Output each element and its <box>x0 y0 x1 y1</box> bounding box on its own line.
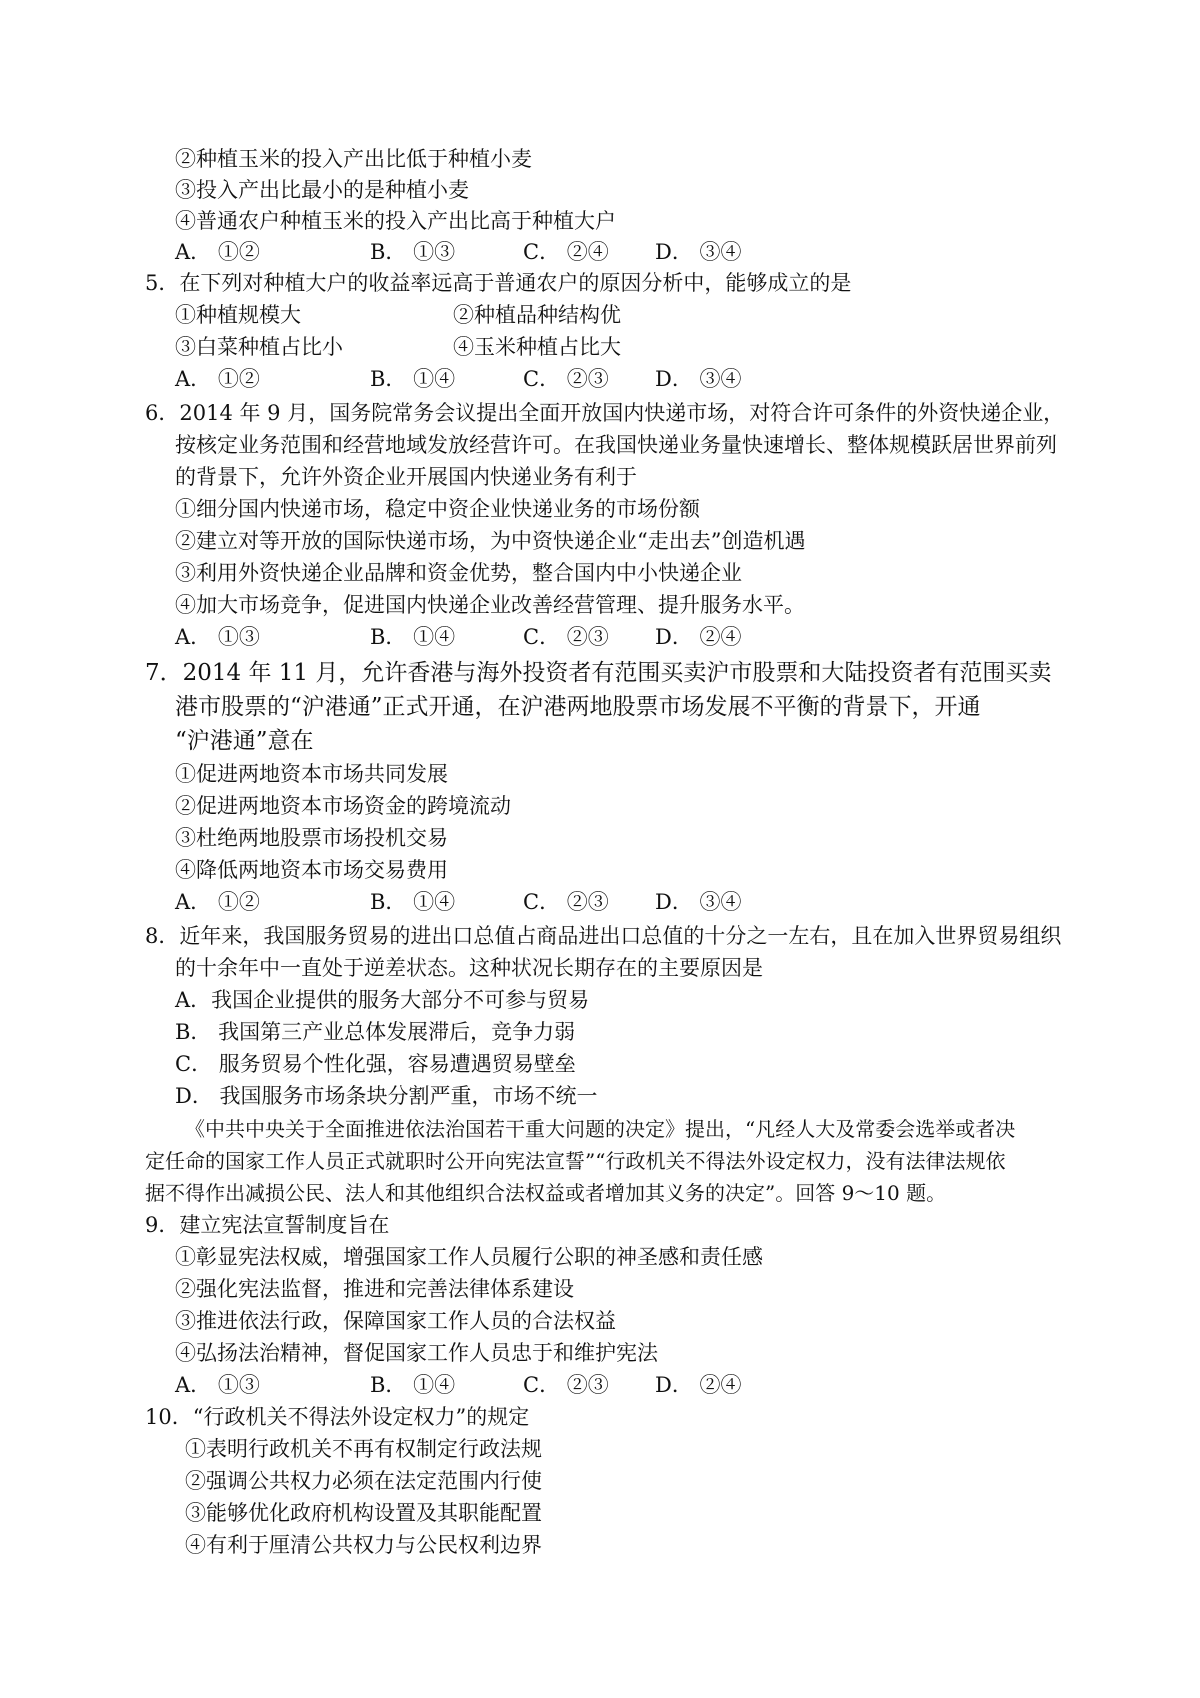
q6-stem-line-1: 6．2014 年 9 月，国务院常务会议提出全面开放国内快递市场，对符合许可条件的外资快递企业， <box>145 401 1065 425</box>
q7-option-a: A． ①② <box>175 890 260 914</box>
q7-options <box>0 887 1200 917</box>
q7-stem-line-2: 港市股票的“沪港通”正式开通，在沪港两地股票市场发展不平衡的背景下，开通 <box>175 694 981 720</box>
q7-item-4: ④降低两地资本市场交易费用 <box>175 858 448 882</box>
q8-stem-line-1: 8．近年来，我国服务贸易的进出口总值占商品进出口总值的十分之一左右，且在加入世界贸易组织 <box>145 924 1062 948</box>
q7-option-d: D． ③④ <box>655 890 742 914</box>
q6-option-a: A． ①③ <box>175 625 260 649</box>
passage-line-1: 《中共中央关于全面推进依法治国若干重大问题的决定》提出，“凡经人大及常委会选举或者决 <box>185 1117 1016 1141</box>
q5-options <box>0 364 1200 394</box>
q7-item-3: ③杜绝两地股票市场投机交易 <box>175 826 448 850</box>
q4-item-2: ②种植玉米的投入产出比低于种植小麦 <box>175 147 532 171</box>
q8-option-a: A．我国企业提供的服务大部分不可参与贸易 <box>175 988 590 1012</box>
q9-option-a: A． ①③ <box>175 1373 260 1397</box>
q4-item-4: ④普通农户种植玉米的投入产出比高于种植大户 <box>175 209 616 233</box>
q6-option-c: C． ②③ <box>523 625 609 649</box>
q6-option-d: D． ②④ <box>655 625 742 649</box>
q5-option-a: A． ①② <box>175 367 260 391</box>
q5-items-row-2 <box>0 332 1200 362</box>
q5-items-row-1 <box>0 300 1200 330</box>
q6-options <box>0 622 1200 652</box>
q5-item-2: ②种植品种结构优 <box>453 303 621 327</box>
q7-option-c: C． ②③ <box>523 890 609 914</box>
q9-item-2: ②强化宪法监督，推进和完善法律体系建设 <box>175 1277 574 1301</box>
q8-stem-line-2: 的十余年中一直处于逆差状态。这种状况长期存在的主要原因是 <box>175 956 763 980</box>
q8-option-b: B． 我国第三产业总体发展滞后，竞争力弱 <box>175 1020 576 1044</box>
q10-item-1: ①表明行政机关不再有权制定行政法规 <box>185 1437 542 1461</box>
q7-stem-line-3: “沪港通”意在 <box>175 728 314 754</box>
q7-option-b: B． ①④ <box>370 890 456 914</box>
q9-options <box>0 1370 1200 1400</box>
q9-stem: 9．建立宪法宣誓制度旨在 <box>145 1213 390 1237</box>
q7-item-2: ②促进两地资本市场资金的跨境流动 <box>175 794 511 818</box>
q5-option-d: D． ③④ <box>655 367 742 391</box>
q4-option-d: D． ③④ <box>655 240 742 264</box>
q6-stem-line-3: 的背景下，允许外资企业开展国内快递业务有利于 <box>175 465 637 489</box>
q5-option-b: B． ①④ <box>370 367 456 391</box>
q6-item-4: ④加大市场竞争，促进国内快递企业改善经营管理、提升服务水平。 <box>175 593 805 617</box>
q9-option-b: B． ①④ <box>370 1373 456 1397</box>
q6-item-2: ②建立对等开放的国际快递市场，为中资快递企业“走出去”创造机遇 <box>175 529 806 553</box>
q6-item-1: ①细分国内快递市场，稳定中资企业快递业务的市场份额 <box>175 497 700 521</box>
q6-item-3: ③利用外资快递企业品牌和资金优势，整合国内中小快递企业 <box>175 561 742 585</box>
q4-option-a: A． ①② <box>175 240 260 264</box>
q4-item-3: ③投入产出比最小的是种植小麦 <box>175 178 469 202</box>
q10-stem: 10．“行政机关不得法外设定权力”的规定 <box>145 1405 530 1429</box>
q7-item-1: ①促进两地资本市场共同发展 <box>175 762 448 786</box>
q7-stem-line-1: 7．2014 年 11 月，允许香港与海外投资者有范围买卖沪市股票和大陆投资者有范围买卖 <box>145 660 1052 686</box>
q9-item-4: ④弘扬法治精神，督促国家工作人员忠于和维护宪法 <box>175 1341 658 1365</box>
q10-item-3: ③能够优化政府机构设置及其职能配置 <box>185 1501 542 1525</box>
q10-item-4: ④有利于厘清公共权力与公民权利边界 <box>185 1533 542 1557</box>
q9-option-c: C． ②③ <box>523 1373 609 1397</box>
passage-line-2: 定任命的国家工作人员正式就职时公开向宪法宣誓”“行政机关不得法外设定权力，没有法律法规依 <box>145 1149 1006 1173</box>
q5-item-1: ①种植规模大 <box>175 303 301 327</box>
q4-options <box>0 237 1200 267</box>
q4-option-c: C． ②④ <box>523 240 609 264</box>
q9-option-d: D． ②④ <box>655 1373 742 1397</box>
q8-option-d: D． 我国服务市场条块分割严重，市场不统一 <box>175 1084 598 1108</box>
q4-option-b: B． ①③ <box>370 240 456 264</box>
q9-item-3: ③推进依法行政，保障国家工作人员的合法权益 <box>175 1309 616 1333</box>
q9-item-1: ①彰显宪法权威，增强国家工作人员履行公职的神圣感和责任感 <box>175 1245 763 1269</box>
q5-option-c: C． ②③ <box>523 367 609 391</box>
q6-stem-line-2: 按核定业务范围和经营地域发放经营许可。在我国快递业务量快速增长、整体规模跃居世界前列 <box>175 433 1057 457</box>
q6-option-b: B． ①④ <box>370 625 456 649</box>
q5-item-3: ③白菜种植占比小 <box>175 335 343 359</box>
q10-item-2: ②强调公共权力必须在法定范围内行使 <box>185 1469 542 1493</box>
q8-option-c: C． 服务贸易个性化强，容易遭遇贸易壁垒 <box>175 1052 576 1076</box>
q5-stem: 5．在下列对种植大户的收益率远高于普通农户的原因分析中，能够成立的是 <box>145 271 852 295</box>
passage-line-3: 据不得作出减损公民、法人和其他组织合法权益或者增加其义务的决定”。回答 9～10 题。 <box>145 1181 947 1205</box>
q5-item-4: ④玉米种植占比大 <box>453 335 621 359</box>
